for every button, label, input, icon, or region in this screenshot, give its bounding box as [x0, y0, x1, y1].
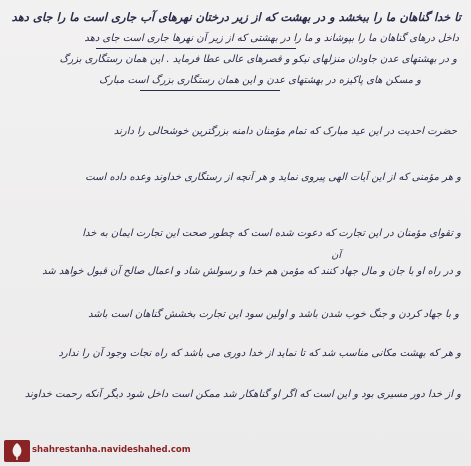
document-line-3: و در بهشتهای عدن جاودان منزلهای نیکو و قصرهای عالی عطا فرماید . این همان رستگاری بزرگ [59, 54, 457, 65]
document-line-10: و با جهاد کردن و جنگ خوب شدن باشد و اولین سود این تجارت بخشش گناهان است باشد [88, 309, 459, 320]
document-line-2: داخل درهای گناهان ما را بپوشاند و ما را در بهشتی که از زیر آن نهرها جاری است جای دهد [84, 33, 459, 44]
document-line-4: و مسکن های پاکیزه در بهشتهای عدن و این همان رستگاری بزرگ است مبارک [99, 75, 421, 86]
document-line-1: تا خدا گناهان ما را ببخشد و در بهشت که از زیر درختان نهرهای آب جاری است ما را جای دهد [11, 10, 461, 24]
document-line-8: آن [331, 250, 341, 261]
document-line-6: و هر مؤمنی که از این آیات الهی پیروی نماید و هر آنچه از رستگاری خداوند وعده داده است [85, 172, 461, 183]
site-watermark [4, 440, 191, 462]
document-line-12: و از خدا دور مسیری بود و این است که اگر او گناهکار شد ممکن است داخل شود دیگر آنکه رحمت خداوند [24, 389, 461, 400]
document-line-11: و هر که بهشت مکانی مناسب شد که تا نماید از خدا دوری می باشد که راه نجات وجود آن را ندارد [58, 348, 461, 359]
watermark-url: shahrestanha.navideshahed.com [32, 445, 191, 455]
document-line-5: حضرت احدیت در این عید مبارک که تمام مؤمنان دامنه بزرگترین خوشحالی را دارند [113, 126, 457, 137]
tulip-logo-icon [4, 440, 30, 462]
underline-stroke-2 [140, 90, 280, 91]
underline-stroke [96, 48, 296, 49]
document-line-7: و تقوای مؤمنان در این تجارت که دعوت شده است که چطور صحت این تجارت ایمان به خدا [82, 228, 461, 239]
document-line-9: و در راه او با جان و مال جهاد کنند که مؤمن هم خدا و رسولش شاد و اعمال صالح آن قبول خواهد شد [42, 266, 461, 277]
